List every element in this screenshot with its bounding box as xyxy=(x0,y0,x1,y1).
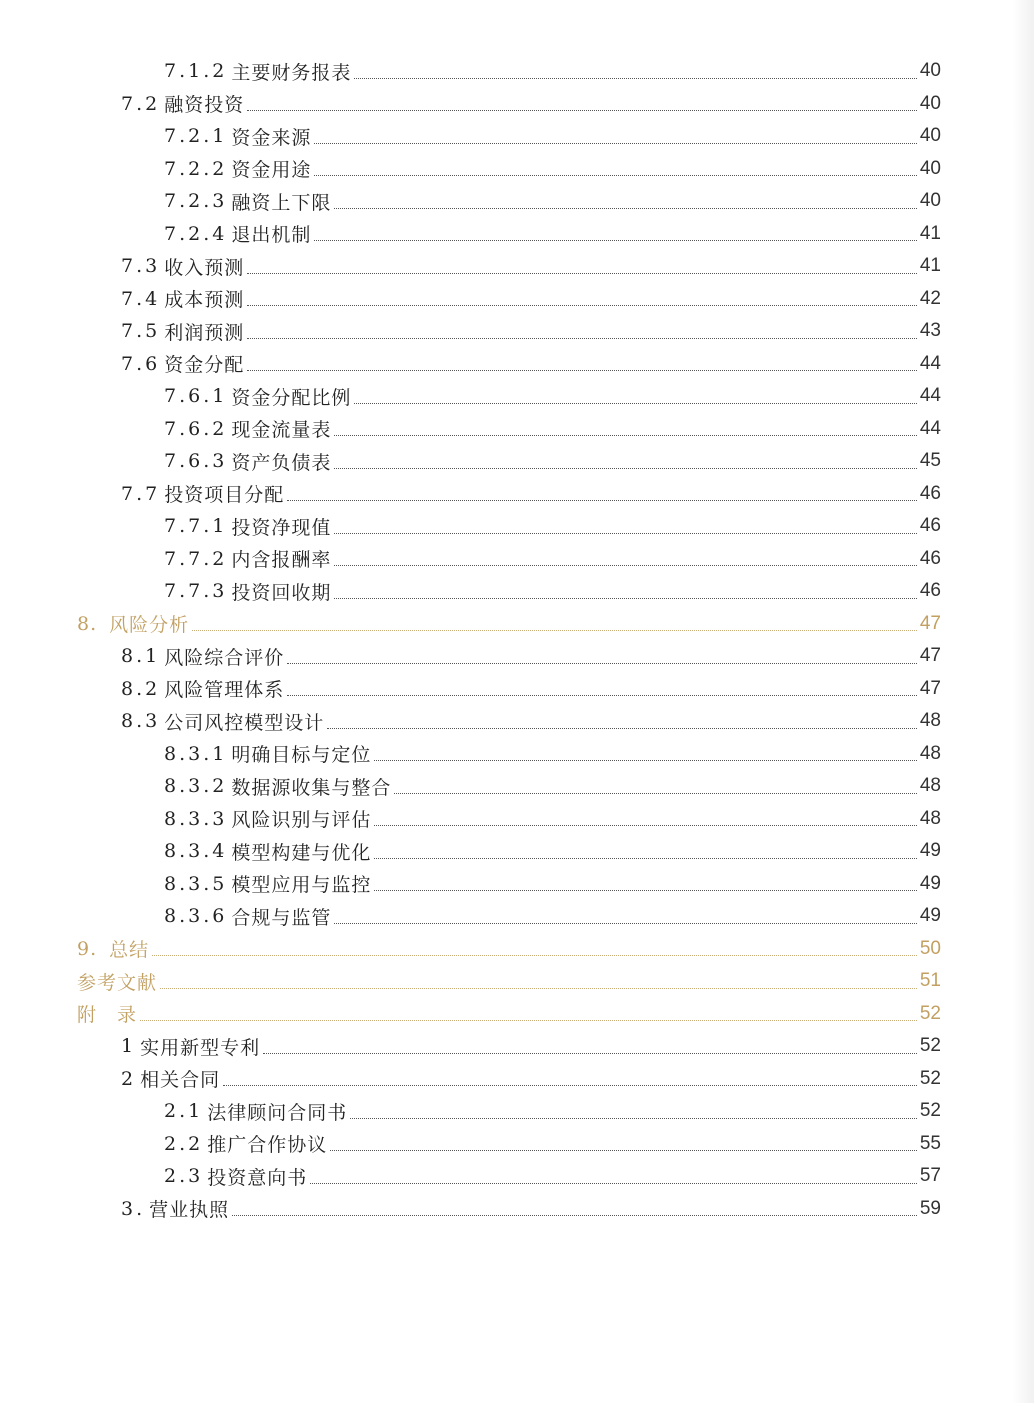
toc-entry-title: 资金分配 xyxy=(164,354,245,377)
toc-entry-title: 主要财务报表 xyxy=(231,61,352,84)
toc-entry-number: 7.7.2 xyxy=(164,547,228,570)
toc-dot-leader xyxy=(247,273,917,274)
toc-entry-page-number: 46 xyxy=(919,547,941,569)
toc-entry-number: 8.3.3 xyxy=(164,807,228,830)
toc-dot-leader xyxy=(330,1150,917,1151)
toc-entry-page-number: 48 xyxy=(919,710,941,732)
toc-entry-number: 7.7.3 xyxy=(164,580,228,603)
toc-entry-title: 内含报酬率 xyxy=(231,549,332,572)
toc-entry-page-number: 44 xyxy=(919,385,941,407)
toc-entry-page-number: 59 xyxy=(919,1197,941,1219)
toc-entry[interactable] xyxy=(0,705,1034,738)
toc-entry[interactable] xyxy=(0,185,1034,218)
toc-entry-page-number: 46 xyxy=(919,580,941,602)
toc-dot-leader xyxy=(287,500,917,501)
toc-dot-leader xyxy=(310,1183,917,1184)
toc-dot-leader xyxy=(334,565,917,566)
toc-entry-title: 利润预测 xyxy=(164,321,245,344)
toc-entry-title: 推广合作协议 xyxy=(207,1134,328,1157)
toc-entry-title: 数据源收集与整合 xyxy=(231,776,392,799)
toc-entry-number: 7.2 xyxy=(121,92,161,115)
toc-entry-page-number: 41 xyxy=(919,222,941,244)
toc-entry[interactable] xyxy=(0,348,1034,381)
toc-entry[interactable] xyxy=(0,1095,1034,1128)
toc-dot-leader xyxy=(314,143,917,144)
toc-entry[interactable] xyxy=(0,445,1034,478)
toc-dot-leader xyxy=(334,923,917,924)
toc-entry[interactable] xyxy=(0,1030,1034,1063)
toc-entry-page-number: 52 xyxy=(919,1067,941,1089)
toc-dot-leader xyxy=(350,1118,917,1119)
toc-entry-page-number: 48 xyxy=(919,742,941,764)
toc-entry-page-number: 40 xyxy=(919,60,941,82)
toc-entry[interactable] xyxy=(0,868,1034,901)
toc-entry[interactable] xyxy=(0,835,1034,868)
toc-dot-leader xyxy=(374,825,917,826)
toc-entry[interactable] xyxy=(0,965,1034,998)
toc-entry-title: 合规与监管 xyxy=(231,906,332,929)
toc-entry-number: 8. xyxy=(77,612,98,635)
toc-entry-title: 法律顾问合同书 xyxy=(207,1101,348,1124)
toc-dot-leader xyxy=(327,728,917,729)
toc-entry-page-number: 52 xyxy=(919,1035,941,1057)
toc-entry[interactable] xyxy=(0,315,1034,348)
toc-entry-page-number: 52 xyxy=(919,1100,941,1122)
toc-entry-title: 模型应用与监控 xyxy=(231,874,372,897)
toc-entry-page-number: 50 xyxy=(919,937,941,959)
toc-entry-title: 投资意向书 xyxy=(207,1166,308,1189)
toc-entry-number: 7.6.3 xyxy=(164,450,228,473)
toc-entry-title: 模型构建与优化 xyxy=(231,841,372,864)
toc-entry[interactable] xyxy=(0,478,1034,511)
toc-dot-leader xyxy=(334,435,917,436)
table-of-contents xyxy=(0,55,1034,1225)
toc-entry-title: 资金来源 xyxy=(231,126,312,149)
toc-dot-leader xyxy=(152,955,917,956)
toc-entry-page-number: 51 xyxy=(919,970,941,992)
toc-dot-leader xyxy=(394,793,917,794)
toc-entry-page-number: 40 xyxy=(919,92,941,114)
toc-entry[interactable] xyxy=(0,673,1034,706)
toc-dot-leader xyxy=(247,110,917,111)
toc-entry-title: 现金流量表 xyxy=(231,419,332,442)
toc-entry[interactable] xyxy=(0,1128,1034,1161)
toc-dot-leader xyxy=(223,1085,917,1086)
toc-entry-number: 7.3 xyxy=(121,255,161,278)
toc-entry-page-number: 49 xyxy=(919,905,941,927)
toc-entry-page-number: 49 xyxy=(919,872,941,894)
toc-entry[interactable] xyxy=(0,120,1034,153)
toc-entry-title: 实用新型专利 xyxy=(140,1036,261,1059)
toc-entry-page-number: 48 xyxy=(919,807,941,829)
toc-entry[interactable] xyxy=(0,413,1034,446)
toc-dot-leader xyxy=(374,890,917,891)
toc-entry-number: 8.3.5 xyxy=(164,872,228,895)
toc-entry[interactable] xyxy=(0,640,1034,673)
toc-entry[interactable] xyxy=(0,933,1034,966)
toc-entry-number: 9. xyxy=(77,937,98,960)
toc-dot-leader xyxy=(232,1215,917,1216)
toc-entry-title: 投资项目分配 xyxy=(164,484,285,507)
toc-dot-leader xyxy=(374,760,917,761)
toc-entry-title: 风险分析 xyxy=(109,614,190,637)
toc-dot-leader xyxy=(354,78,917,79)
toc-entry[interactable] xyxy=(0,283,1034,316)
toc-entry-number: 8.3.4 xyxy=(164,840,228,863)
toc-entry-number: 7.2.1 xyxy=(164,125,228,148)
toc-entry[interactable] xyxy=(0,250,1034,283)
toc-entry-number: 7.7 xyxy=(121,482,161,505)
toc-entry-number: 2 xyxy=(121,1067,137,1090)
toc-entry-number: 8.3.1 xyxy=(164,742,228,765)
toc-entry[interactable] xyxy=(0,738,1034,771)
toc-dot-leader xyxy=(334,208,917,209)
toc-entry-page-number: 57 xyxy=(919,1165,941,1187)
toc-entry[interactable] xyxy=(0,575,1034,608)
toc-entry-number: 8.3.6 xyxy=(164,905,228,928)
toc-entry-number: 2.3 xyxy=(164,1165,204,1188)
toc-entry-title: 营业执照 xyxy=(149,1199,230,1222)
toc-entry-title: 融资上下限 xyxy=(231,191,332,214)
toc-entry-page-number: 44 xyxy=(919,352,941,374)
toc-entry-page-number: 46 xyxy=(919,482,941,504)
toc-entry-number: 7.6.1 xyxy=(164,385,228,408)
toc-entry[interactable] xyxy=(0,900,1034,933)
toc-entry-title: 成本预测 xyxy=(164,289,245,312)
toc-entry[interactable] xyxy=(0,88,1034,121)
toc-entry-number: 1 xyxy=(121,1035,137,1058)
toc-dot-leader xyxy=(247,370,917,371)
toc-entry-page-number: 47 xyxy=(919,677,941,699)
toc-entry-page-number: 52 xyxy=(919,1002,941,1024)
toc-entry-title: 相关合同 xyxy=(140,1069,221,1092)
toc-entry[interactable] xyxy=(0,510,1034,543)
toc-entry-number: 7.2.2 xyxy=(164,157,228,180)
toc-entry[interactable] xyxy=(0,803,1034,836)
toc-entry[interactable] xyxy=(0,218,1034,251)
toc-entry-title: 公司风控模型设计 xyxy=(164,711,325,734)
toc-entry-title: 投资回收期 xyxy=(231,581,332,604)
toc-entry[interactable] xyxy=(0,543,1034,576)
toc-entry[interactable] xyxy=(0,153,1034,186)
toc-entry-page-number: 44 xyxy=(919,417,941,439)
toc-dot-leader xyxy=(314,240,917,241)
toc-entry-page-number: 42 xyxy=(919,287,941,309)
toc-entry-number: 2.1 xyxy=(164,1100,204,1123)
toc-entry-number: 8.2 xyxy=(121,677,161,700)
toc-entry-number: 7.6.2 xyxy=(164,417,228,440)
toc-dot-leader xyxy=(160,988,917,989)
toc-entry-page-number: 45 xyxy=(919,450,941,472)
toc-entry-number: 7.1.2 xyxy=(164,60,228,83)
toc-entry-title: 资金分配比例 xyxy=(231,386,352,409)
toc-entry-title: 风险识别与评估 xyxy=(231,809,372,832)
toc-dot-leader xyxy=(334,468,917,469)
toc-entry-page-number: 40 xyxy=(919,125,941,147)
toc-entry-page-number: 40 xyxy=(919,190,941,212)
toc-entry[interactable] xyxy=(0,1063,1034,1096)
toc-entry-page-number: 46 xyxy=(919,515,941,537)
toc-dot-leader xyxy=(247,305,917,306)
toc-dot-leader xyxy=(287,663,917,664)
toc-entry-title: 融资投资 xyxy=(164,94,245,117)
toc-entry-page-number: 41 xyxy=(919,255,941,277)
toc-entry-title: 参考文献 xyxy=(77,971,158,994)
toc-entry-page-number: 47 xyxy=(919,612,941,634)
toc-entry-page-number: 48 xyxy=(919,775,941,797)
toc-entry-title: 总结 xyxy=(109,939,150,962)
toc-dot-leader xyxy=(374,858,917,859)
toc-entry-title: 投资净现值 xyxy=(231,516,332,539)
page-edge-shadow xyxy=(1012,0,1034,1403)
toc-dot-leader xyxy=(334,598,917,599)
toc-dot-leader xyxy=(314,175,917,176)
toc-entry[interactable] xyxy=(0,1193,1034,1226)
toc-entry-page-number: 55 xyxy=(919,1132,941,1154)
toc-entry-number: 7.7.1 xyxy=(164,515,228,538)
toc-entry-number: 2.2 xyxy=(164,1132,204,1155)
toc-entry-number: 7.4 xyxy=(121,287,161,310)
toc-entry[interactable] xyxy=(0,380,1034,413)
toc-entry-number: 7.2.3 xyxy=(164,190,228,213)
toc-entry-page-number: 43 xyxy=(919,320,941,342)
toc-dot-leader xyxy=(354,403,917,404)
toc-entry-title: 风险管理体系 xyxy=(164,679,285,702)
toc-dot-leader xyxy=(334,533,917,534)
toc-entry-title: 附 录 xyxy=(77,1004,138,1027)
toc-dot-leader xyxy=(140,1020,917,1021)
toc-dot-leader xyxy=(287,695,917,696)
toc-entry-title: 风险综合评价 xyxy=(164,646,285,669)
toc-dot-leader xyxy=(247,338,917,339)
toc-entry-page-number: 40 xyxy=(919,157,941,179)
toc-entry-title: 退出机制 xyxy=(231,224,312,247)
toc-entry-title: 资产负债表 xyxy=(231,451,332,474)
toc-entry-number: 7.5 xyxy=(121,320,161,343)
toc-entry-title: 明确目标与定位 xyxy=(231,744,372,767)
toc-entry-number: 7.2.4 xyxy=(164,222,228,245)
toc-entry-title: 收入预测 xyxy=(164,256,245,279)
toc-entry-page-number: 47 xyxy=(919,645,941,667)
toc-entry-title: 资金用途 xyxy=(231,159,312,182)
toc-entry-number: 3. xyxy=(121,1197,146,1220)
toc-entry-number: 8.1 xyxy=(121,645,161,668)
toc-dot-leader xyxy=(192,630,917,631)
toc-entry-page-number: 49 xyxy=(919,840,941,862)
toc-entry-number: 8.3 xyxy=(121,710,161,733)
toc-entry[interactable] xyxy=(0,55,1034,88)
toc-entry[interactable] xyxy=(0,770,1034,803)
toc-entry[interactable] xyxy=(0,608,1034,641)
toc-entry[interactable] xyxy=(0,1160,1034,1193)
toc-entry-number: 8.3.2 xyxy=(164,775,228,798)
toc-dot-leader xyxy=(263,1053,917,1054)
toc-entry[interactable] xyxy=(0,998,1034,1031)
toc-entry-number: 7.6 xyxy=(121,352,161,375)
